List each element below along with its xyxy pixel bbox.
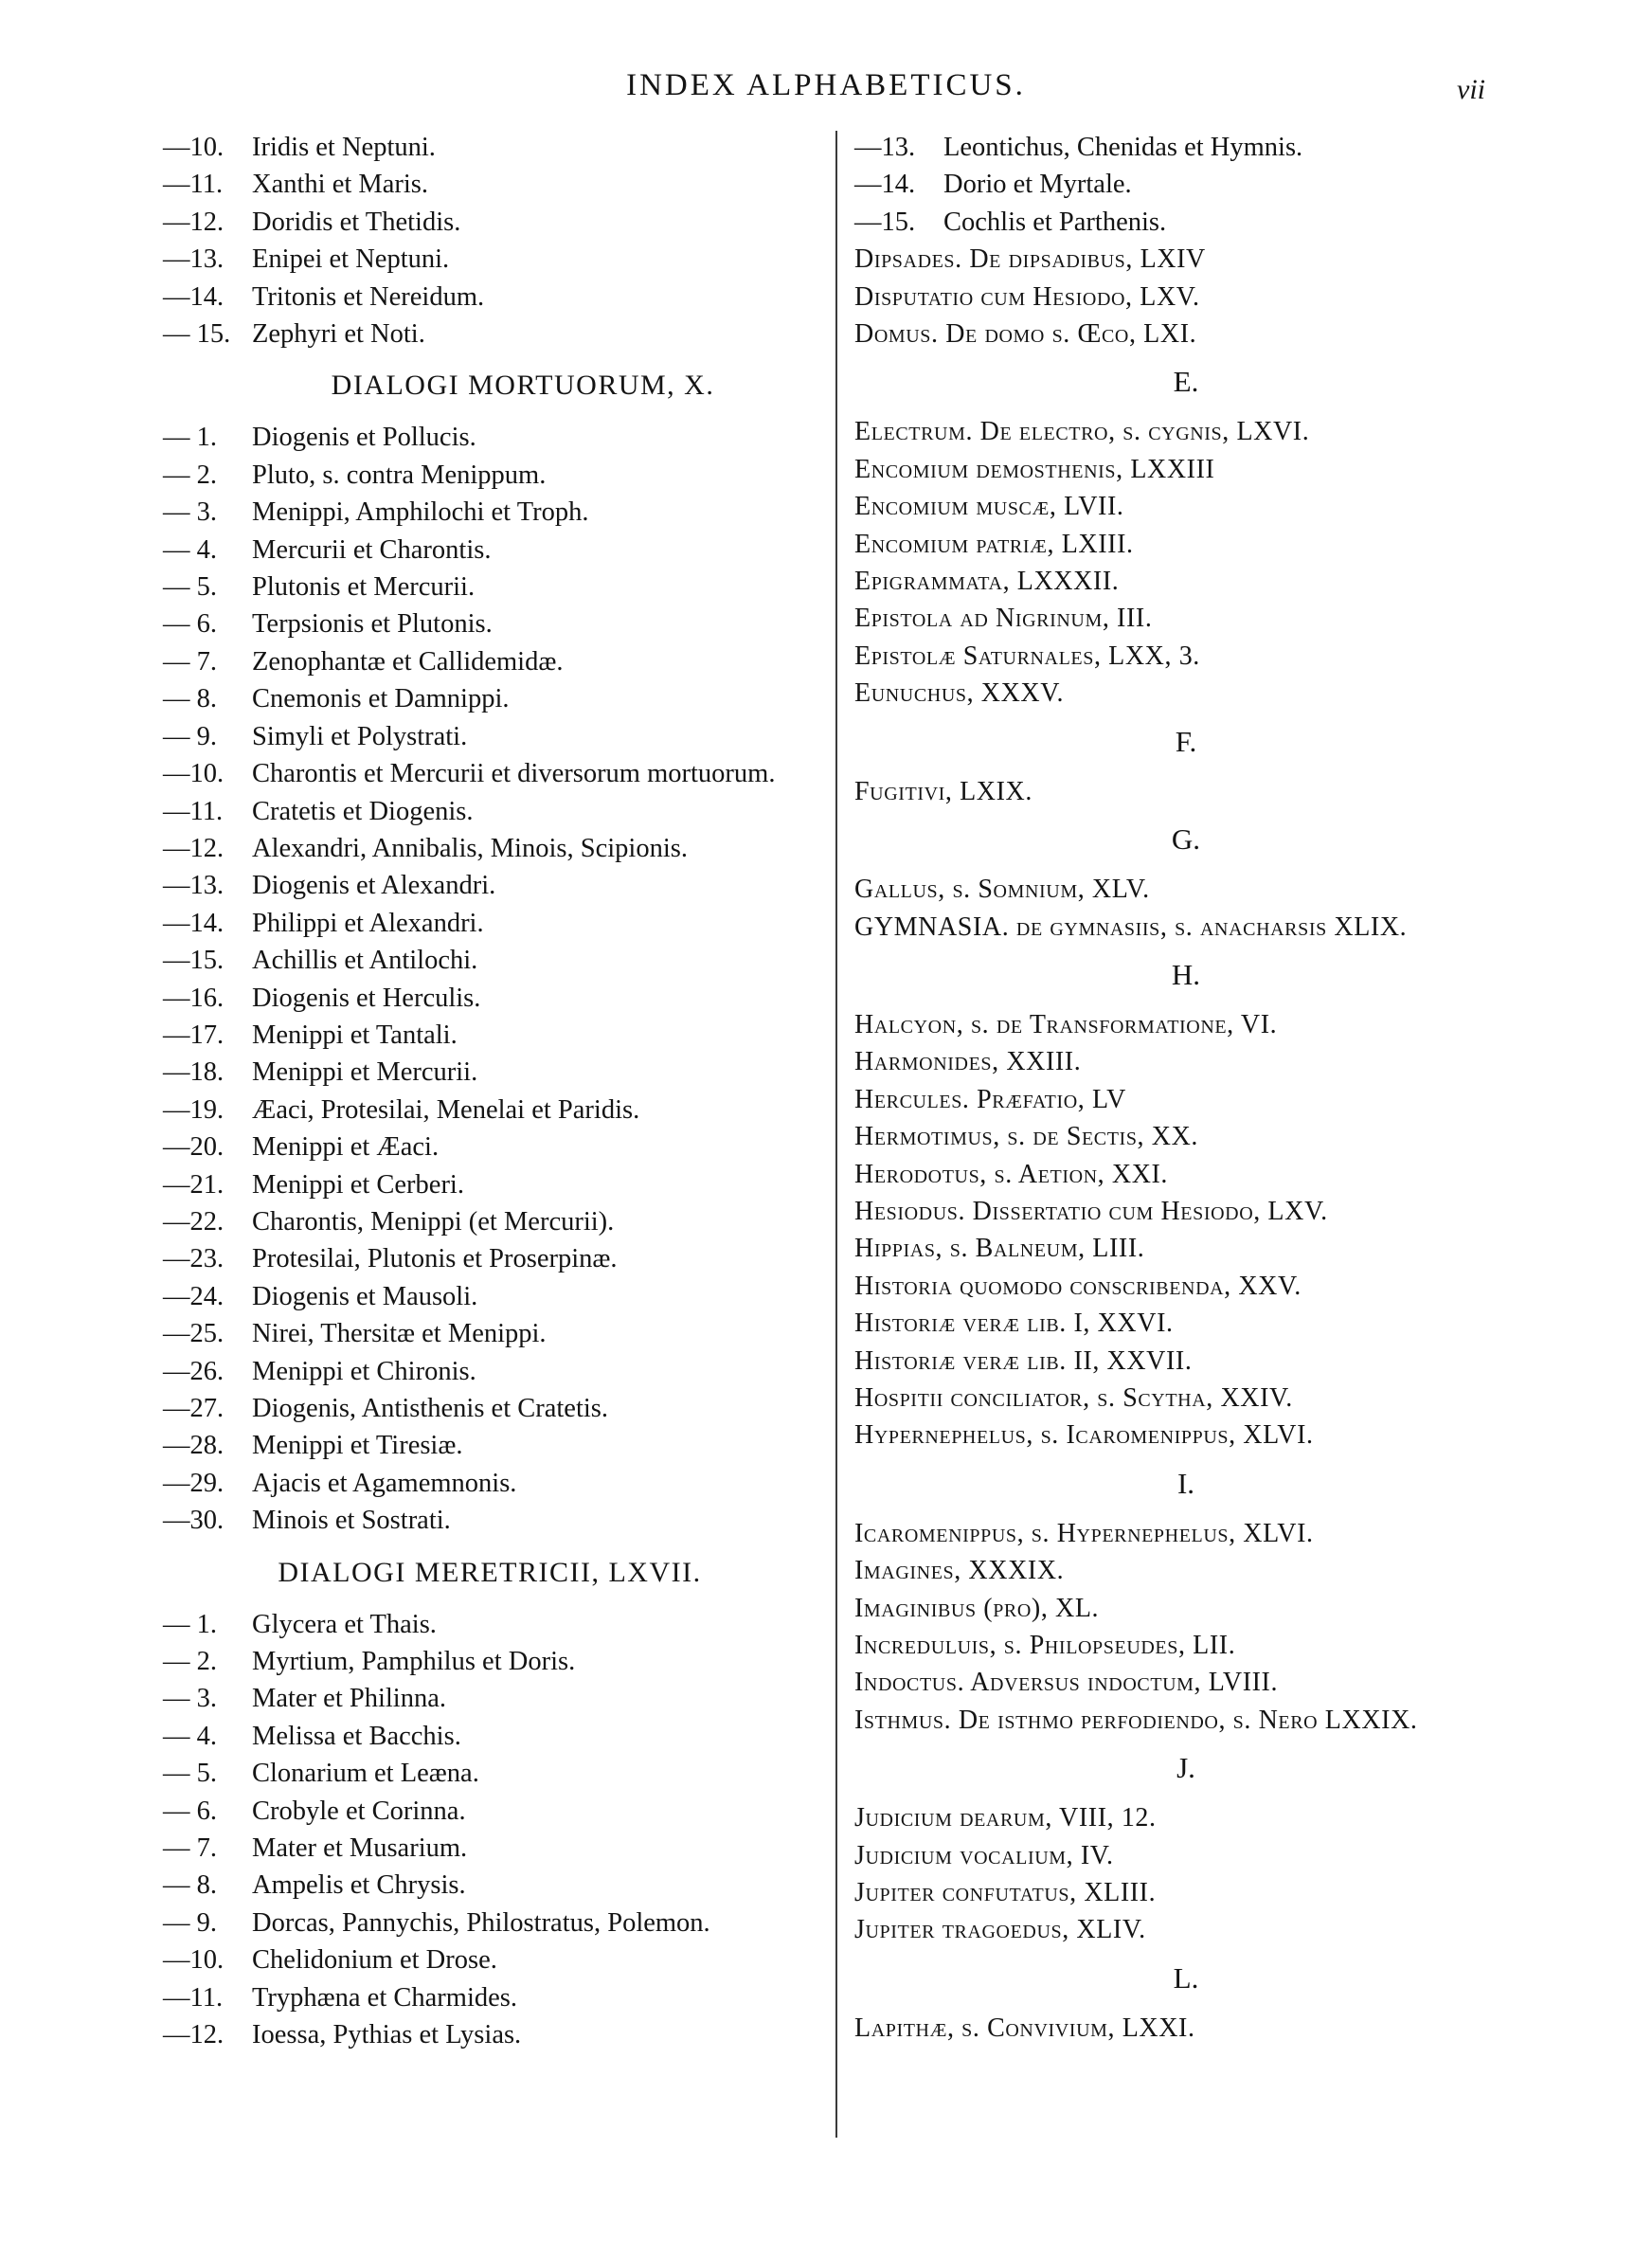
item-number: —14.: [163, 281, 224, 312]
item-number: — 7.: [163, 646, 217, 677]
list-item: [163, 2016, 817, 2053]
letter-heading: I.: [1176, 1466, 1195, 1500]
index-entry: Imaginibus (pro), XL.: [854, 1593, 1100, 1623]
list-item: [163, 1793, 817, 1830]
letter-section-l: [854, 1959, 1517, 2047]
index-entry: Herodotus, s. Aetion, XXI.: [854, 1159, 1169, 1189]
item-text: Mater et Philinna.: [252, 1684, 446, 1714]
letter-d-entries: [854, 241, 1517, 352]
item-text: Charontis et Mercurii et diversorum mortuorum.: [252, 759, 776, 789]
index-entry: Hermotimus, s. de Sectis, XX.: [854, 1122, 1198, 1152]
list-item: [163, 1680, 817, 1717]
item-number: — 9.: [163, 1907, 217, 1938]
item-text: Menippi, Amphilochi et Troph.: [252, 497, 589, 528]
left-column: [163, 129, 817, 2054]
item-text: Tritonis et Nereidum.: [252, 281, 485, 312]
list-item: [163, 1606, 817, 1643]
item-text: Menippi et Chironis.: [252, 1356, 476, 1386]
list-item: [163, 1353, 817, 1390]
list-item: [163, 1718, 817, 1755]
item-number: —27.: [163, 1394, 224, 1423]
list-item: [163, 980, 817, 1017]
item-text: Menippi et Tantali.: [252, 1020, 458, 1050]
item-text: Protesilai, Plutonis et Proserpinæ.: [252, 1244, 618, 1274]
letter-heading: F.: [1175, 724, 1197, 758]
list-item: [163, 419, 817, 456]
item-number: — 4.: [163, 534, 217, 565]
list-item: [854, 166, 1517, 203]
item-number: —23.: [163, 1244, 224, 1274]
item-number: —11.: [163, 170, 224, 200]
list-item: [163, 1017, 817, 1054]
letter-sections: [854, 362, 1517, 2047]
item-text: Æaci, Protesilai, Menelai et Paridis.: [252, 1094, 640, 1125]
index-entry: Hercules. Præfatio, LV: [854, 1084, 1126, 1114]
item-number: —26.: [163, 1356, 224, 1386]
item-number: —22.: [163, 1206, 224, 1237]
list-item: [163, 905, 817, 942]
list-item: [163, 1054, 817, 1091]
item-text: Pluto, s. contra Menippum.: [252, 460, 547, 490]
letter-heading: H.: [1171, 957, 1201, 991]
list-item: [163, 1941, 817, 1978]
item-text: Cochlis et Parthenis.: [943, 207, 1167, 237]
list-item: [163, 1203, 817, 1240]
list-item: [163, 1979, 817, 2016]
item-number: —24.: [163, 1281, 224, 1311]
item-text: Menippi et Cerberi.: [252, 1169, 464, 1200]
item-text: Enipei et Neptuni.: [252, 244, 450, 275]
item-text: Ampelis et Chrysis.: [252, 1870, 466, 1901]
list-item: [163, 1092, 817, 1128]
item-text: Doridis et Thetidis.: [252, 207, 461, 237]
item-text: Melissa et Bacchis.: [252, 1721, 461, 1751]
letter-section-h: [854, 955, 1517, 1454]
item-number: —28.: [163, 1431, 224, 1461]
item-number: — 8.: [163, 1870, 217, 1901]
letter-heading: G.: [1171, 822, 1201, 857]
index-entry: Epigrammata, LXXXII.: [854, 567, 1120, 597]
index-entry: Encomium demosthenis, LXXIII: [854, 454, 1215, 484]
item-number: —13.: [163, 871, 224, 901]
item-text: Diogenis et Alexandri.: [252, 871, 496, 901]
index-entry: Hippias, s. Balneum, LIII.: [854, 1234, 1145, 1264]
item-text: Alexandri, Annibalis, Minois, Scipionis.: [252, 833, 688, 863]
item-number: —10.: [163, 759, 224, 789]
index-entry: Hypernephelus, s. Icaromenippus, XLVI.: [854, 1420, 1314, 1451]
item-text: Nirei, Thersitæ et Menippi.: [252, 1319, 547, 1349]
list-item: [163, 755, 817, 792]
index-entry: Domus. De domo s. Œco, LXI.: [854, 319, 1197, 350]
index-entry: Judicium dearum, VIII, 12.: [854, 1803, 1157, 1833]
index-entry: Dipsades. De dipsadibus, LXIV: [854, 244, 1206, 275]
item-text: Menippi et Mercurii.: [252, 1057, 478, 1088]
item-number: — 1.: [163, 423, 217, 453]
item-text: Chelidonium et Drose.: [252, 1945, 497, 1976]
item-text: Menippi et Tiresiæ.: [252, 1431, 463, 1461]
item-text: Xanthi et Maris.: [252, 170, 429, 200]
list-item: [163, 129, 817, 166]
item-number: —19.: [163, 1094, 224, 1125]
list-item: [163, 1465, 817, 1502]
list-item: [163, 718, 817, 755]
item-number: —30.: [163, 1506, 224, 1536]
item-number: — 3.: [163, 1684, 217, 1714]
item-number: — 3.: [163, 497, 217, 528]
letter-heading: E.: [1173, 365, 1199, 399]
list-item: [163, 793, 817, 830]
item-number: —12.: [163, 2020, 224, 2050]
item-text: Myrtium, Pamphilus et Doris.: [252, 1647, 576, 1677]
section-title-meretricii: DIALOGI MERETRICII, LXVII.: [278, 1556, 702, 1588]
list-item: [163, 204, 817, 241]
item-text: Terpsionis et Plutonis.: [252, 609, 493, 640]
index-entry: Historiæ veræ lib. I, XXVI.: [854, 1309, 1174, 1339]
list-item: [163, 1755, 817, 1792]
item-text: Cnemonis et Damnippi.: [252, 684, 510, 714]
item-text: Crobyle et Corinna.: [252, 1796, 466, 1826]
list-item: [163, 532, 817, 569]
list-item: [163, 316, 817, 352]
item-number: — 2.: [163, 1647, 217, 1677]
index-entry: Harmonides, XXIII.: [854, 1047, 1082, 1077]
item-number: —10.: [163, 133, 224, 162]
list-item: [163, 569, 817, 605]
running-title: INDEX ALPHABETICUS.: [626, 68, 1026, 102]
list-item: [854, 204, 1517, 241]
list-item: [854, 129, 1517, 166]
item-number: — 2.: [163, 460, 217, 490]
letter-section-f: [854, 722, 1517, 810]
item-number: —15.: [854, 207, 916, 237]
column-divider: [835, 131, 837, 2138]
item-text: Mater et Musarium.: [252, 1833, 468, 1864]
letter-section-i: [854, 1464, 1517, 1739]
page-number: vii: [1457, 74, 1485, 105]
index-entry: Epistola ad Nigrinum, III.: [854, 604, 1153, 634]
list-item: [163, 1905, 817, 1941]
item-number: — 1.: [163, 1609, 217, 1639]
meretricii-list: [163, 1606, 817, 2054]
letter-heading: L.: [1173, 1960, 1199, 1995]
index-entry: Jupiter tragoedus, XLIV.: [854, 1915, 1146, 1945]
item-text: Diogenis et Herculis.: [252, 983, 481, 1013]
list-item: [163, 1315, 817, 1352]
list-item: [163, 1502, 817, 1539]
right-column: [854, 129, 1517, 2047]
item-number: —29.: [163, 1468, 224, 1498]
item-number: —10.: [163, 1945, 224, 1976]
item-number: —13.: [854, 133, 916, 162]
item-number: —14.: [854, 170, 916, 200]
initial-dialogue-list: [163, 129, 817, 352]
list-item: [163, 1867, 817, 1904]
index-entry: Electrum. De electro, s. cygnis, LXVI.: [854, 417, 1310, 447]
list-item: [163, 457, 817, 494]
item-number: — 8.: [163, 684, 217, 714]
item-text: Diogenis, Antisthenis et Cratetis.: [252, 1394, 609, 1423]
item-number: —17.: [163, 1020, 224, 1050]
index-entry: Imagines, XXXIX.: [854, 1556, 1065, 1586]
section-title-mortuorum: DIALOGI MORTUORUM, X.: [331, 370, 715, 402]
item-text: Minois et Sostrati.: [252, 1506, 451, 1536]
index-entry: GYMNASIA. de gymnasiis, s. anacharsis XLIX.: [854, 912, 1408, 942]
item-number: — 4.: [163, 1721, 217, 1751]
item-text: Menippi et Æaci.: [252, 1132, 440, 1163]
item-text: Ajacis et Agamemnonis.: [252, 1468, 517, 1498]
index-entry: Isthmus. De isthmo perfodiendo, s. Nero LXXIX.: [854, 1705, 1418, 1735]
item-number: —12.: [163, 207, 224, 237]
item-number: —14.: [163, 908, 224, 938]
list-item: [163, 830, 817, 867]
list-item: [163, 1427, 817, 1464]
item-text: Iridis et Neptuni.: [252, 133, 436, 162]
item-text: Achillis et Antilochi.: [252, 946, 478, 976]
list-item: [163, 605, 817, 642]
item-number: —25.: [163, 1319, 224, 1349]
index-entry: Historia quomodo conscribenda, XXV.: [854, 1271, 1302, 1301]
item-number: — 9.: [163, 721, 217, 751]
list-item: [163, 1128, 817, 1165]
letter-heading: J.: [1176, 1751, 1195, 1785]
index-entry: Encomium patriæ, LXIII.: [854, 529, 1134, 559]
item-number: —12.: [163, 833, 224, 863]
item-text: Mercurii et Charontis.: [252, 534, 492, 565]
list-item: [163, 1830, 817, 1867]
item-text: Charontis, Menippi (et Mercurii).: [252, 1206, 615, 1237]
item-text: Zephyri et Noti.: [252, 319, 425, 350]
item-text: Cratetis et Diogenis.: [252, 796, 474, 826]
item-text: Simyli et Polystrati.: [252, 721, 468, 751]
item-number: —11.: [163, 796, 224, 826]
letter-section-j: [854, 1748, 1517, 1949]
letter-section-g: [854, 820, 1517, 946]
index-entry: Historiæ veræ lib. II, XXVII.: [854, 1345, 1193, 1376]
list-item: [163, 1278, 817, 1315]
item-number: — 5.: [163, 1759, 217, 1789]
list-item: [163, 1643, 817, 1680]
index-entry: Hospitii conciliator, s. Scytha, XXIV.: [854, 1382, 1293, 1413]
mortuorum-list: [163, 419, 817, 1539]
index-entry: Increduluis, s. Philopseudes, LII.: [854, 1631, 1236, 1660]
index-entry: Epistolæ Saturnales, LXX, 3.: [854, 641, 1200, 671]
list-item: [163, 1166, 817, 1203]
item-text: Plutonis et Mercurii.: [252, 572, 476, 603]
item-text: Philippi et Alexandri.: [252, 908, 484, 938]
item-text: Dorcas, Pannychis, Philostratus, Polemon.: [252, 1907, 710, 1938]
item-text: Glycera et Thais.: [252, 1609, 437, 1639]
item-text: Zenophantæ et Callidemidæ.: [252, 646, 564, 677]
item-number: — 5.: [163, 572, 217, 603]
index-entry: Halcyon, s. de Transformatione, VI.: [854, 1009, 1278, 1039]
item-text: Ioessa, Pythias et Lysias.: [252, 2020, 522, 2050]
item-number: — 7.: [163, 1833, 217, 1864]
index-entry: Fugitivi, LXIX.: [854, 776, 1032, 806]
index-entry: Encomium muscæ, LVII.: [854, 492, 1124, 522]
item-number: — 6.: [163, 609, 217, 640]
list-item: [163, 494, 817, 531]
list-item: [163, 166, 817, 203]
list-item: [163, 643, 817, 680]
item-text: Dorio et Myrtale.: [943, 170, 1132, 200]
item-number: —21.: [163, 1169, 224, 1200]
list-item: [163, 867, 817, 904]
index-entry: Jupiter confutatus, XLIII.: [854, 1878, 1157, 1908]
item-number: —20.: [163, 1132, 224, 1163]
item-text: Diogenis et Pollucis.: [252, 423, 476, 453]
index-entry: Lapithæ, s. Convivium, LXXI.: [854, 2013, 1195, 2043]
item-number: —15.: [163, 946, 224, 976]
item-number: — 6.: [163, 1796, 217, 1826]
item-text: Tryphæna et Charmides.: [252, 1982, 517, 2013]
list-item: [163, 680, 817, 717]
item-text: Clonarium et Leæna.: [252, 1759, 479, 1789]
index-entry: Gallus, s. Somnium, XLV.: [854, 875, 1150, 905]
index-entry: Eunuchus, XXXV.: [854, 678, 1065, 709]
list-item: [163, 1240, 817, 1277]
index-entry: Icaromenippus, s. Hypernephelus, XLVI.: [854, 1518, 1314, 1548]
index-entry: Disputatio cum Hesiodo, LXV.: [854, 281, 1200, 312]
meretricii-continued-list: [854, 129, 1517, 241]
item-number: —18.: [163, 1057, 224, 1088]
list-item: [163, 1390, 817, 1427]
list-item: [163, 279, 817, 316]
list-item: [163, 241, 817, 278]
index-entry: Hesiodus. Dissertatio cum Hesiodo, LXV.: [854, 1196, 1328, 1226]
item-number: —11.: [163, 1982, 224, 2013]
item-number: — 15.: [163, 319, 231, 350]
item-number: —13.: [163, 244, 224, 275]
index-entry: Judicium vocalium, IV.: [854, 1840, 1114, 1870]
item-text: Diogenis et Mausoli.: [252, 1281, 478, 1311]
list-item: [163, 942, 817, 979]
letter-section-e: [854, 362, 1517, 712]
index-entry: Indoctus. Adversus indoctum, LVIII.: [854, 1668, 1279, 1698]
item-number: —16.: [163, 983, 224, 1013]
item-text: Leontichus, Chenidas et Hymnis.: [943, 133, 1303, 162]
